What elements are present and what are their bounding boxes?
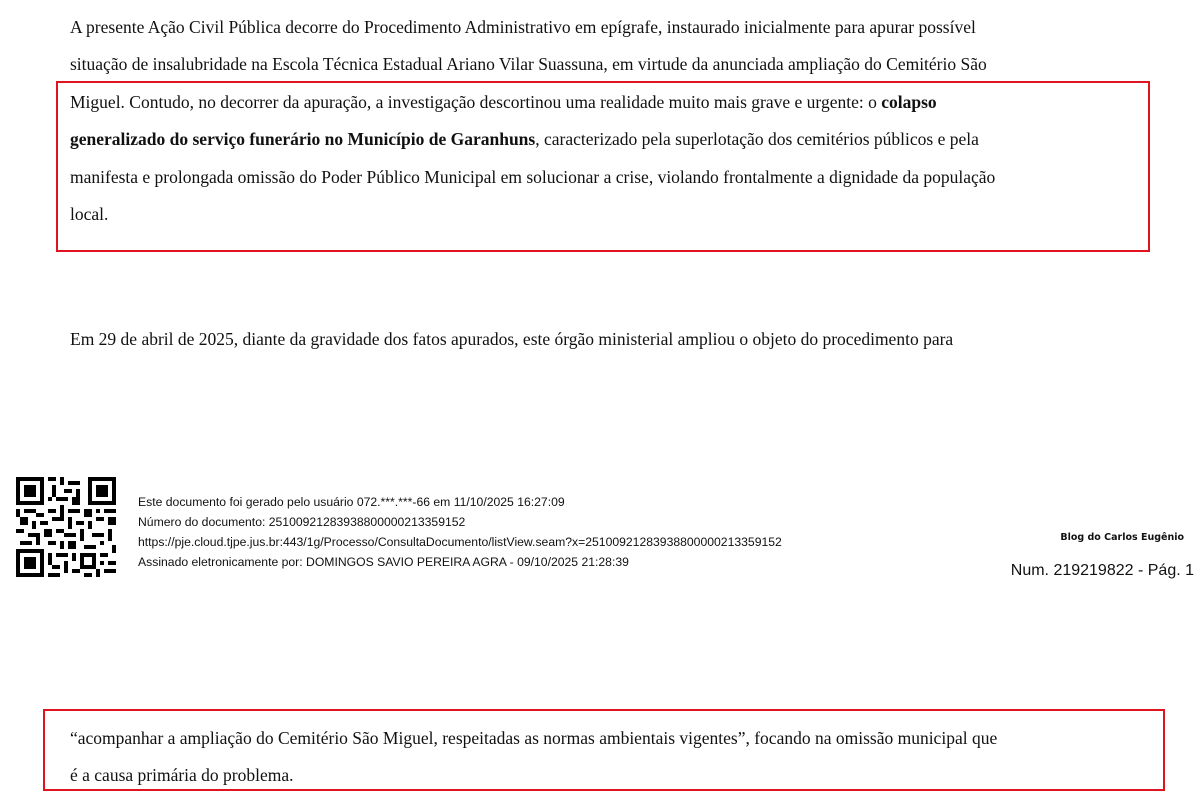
blog-watermark: Blog do Carlos Eugênio bbox=[1060, 532, 1184, 543]
paragraph-line: situação de insalubridade na Escola Técnica Estadual Ariano Vilar Suassuna, em virtude da anunciada ampliação do Cemitério São bbox=[70, 54, 987, 74]
page-number: Num. 219219822 - Pág. 1 bbox=[1010, 562, 1194, 579]
paragraph-line: é a causa primária do problema. bbox=[70, 765, 294, 785]
text-segment: Miguel. Contudo, no decorrer da apuração, a investigação descortinou uma realidade muito mais grave e urgente: o bbox=[70, 92, 882, 112]
paragraph-line: Em 29 de abril de 2025, diante da gravidade dos fatos apurados, este órgão ministerial ampliou o objeto do procedimento para bbox=[70, 329, 954, 349]
signed-by-text: Assinado eletronicamente por: DOMINGOS SAVIO PEREIRA AGRA - 09/10/2025 21:28:39 bbox=[138, 555, 629, 569]
document-url-link[interactable]: https://pje.cloud.tjpe.jus.br:443/1g/Processo/ConsultaDocumento/listView.seam?x=25100921283938800000213359152 bbox=[138, 535, 782, 549]
highlight-box bbox=[56, 81, 1150, 252]
paragraph-line: local. bbox=[70, 204, 109, 224]
paragraph-line: manifesta e prolongada omissão do Poder Público Municipal em solucionar a crise, violando frontalmente a dignidade da população bbox=[70, 167, 996, 187]
bold-emphasis: generalizado do serviço funerário no Município de Garanhuns bbox=[70, 129, 536, 149]
document-number-text: Número do documento: 25100921283938800000213359152 bbox=[138, 515, 466, 529]
qr-code-icon bbox=[15, 477, 117, 577]
paragraph-line: A presente Ação Civil Pública decorre do Procedimento Administrativo em epígrafe, instaurado inicialmente para apurar possível bbox=[70, 17, 976, 37]
paragraph-line: “acompanhar a ampliação do Cemitério São Miguel, respeitadas as normas ambientais vigentes”, focando na omissão municipal que bbox=[70, 728, 998, 748]
generated-by-text: Este documento foi gerado pelo usuário 072.***.***-66 em 11/10/2025 16:27:09 bbox=[138, 495, 565, 509]
highlight-box bbox=[43, 709, 1165, 791]
bold-emphasis: colapso bbox=[881, 92, 937, 112]
text-segment: , caracterizado pela superlotação dos cemitérios públicos e pela bbox=[535, 129, 979, 149]
